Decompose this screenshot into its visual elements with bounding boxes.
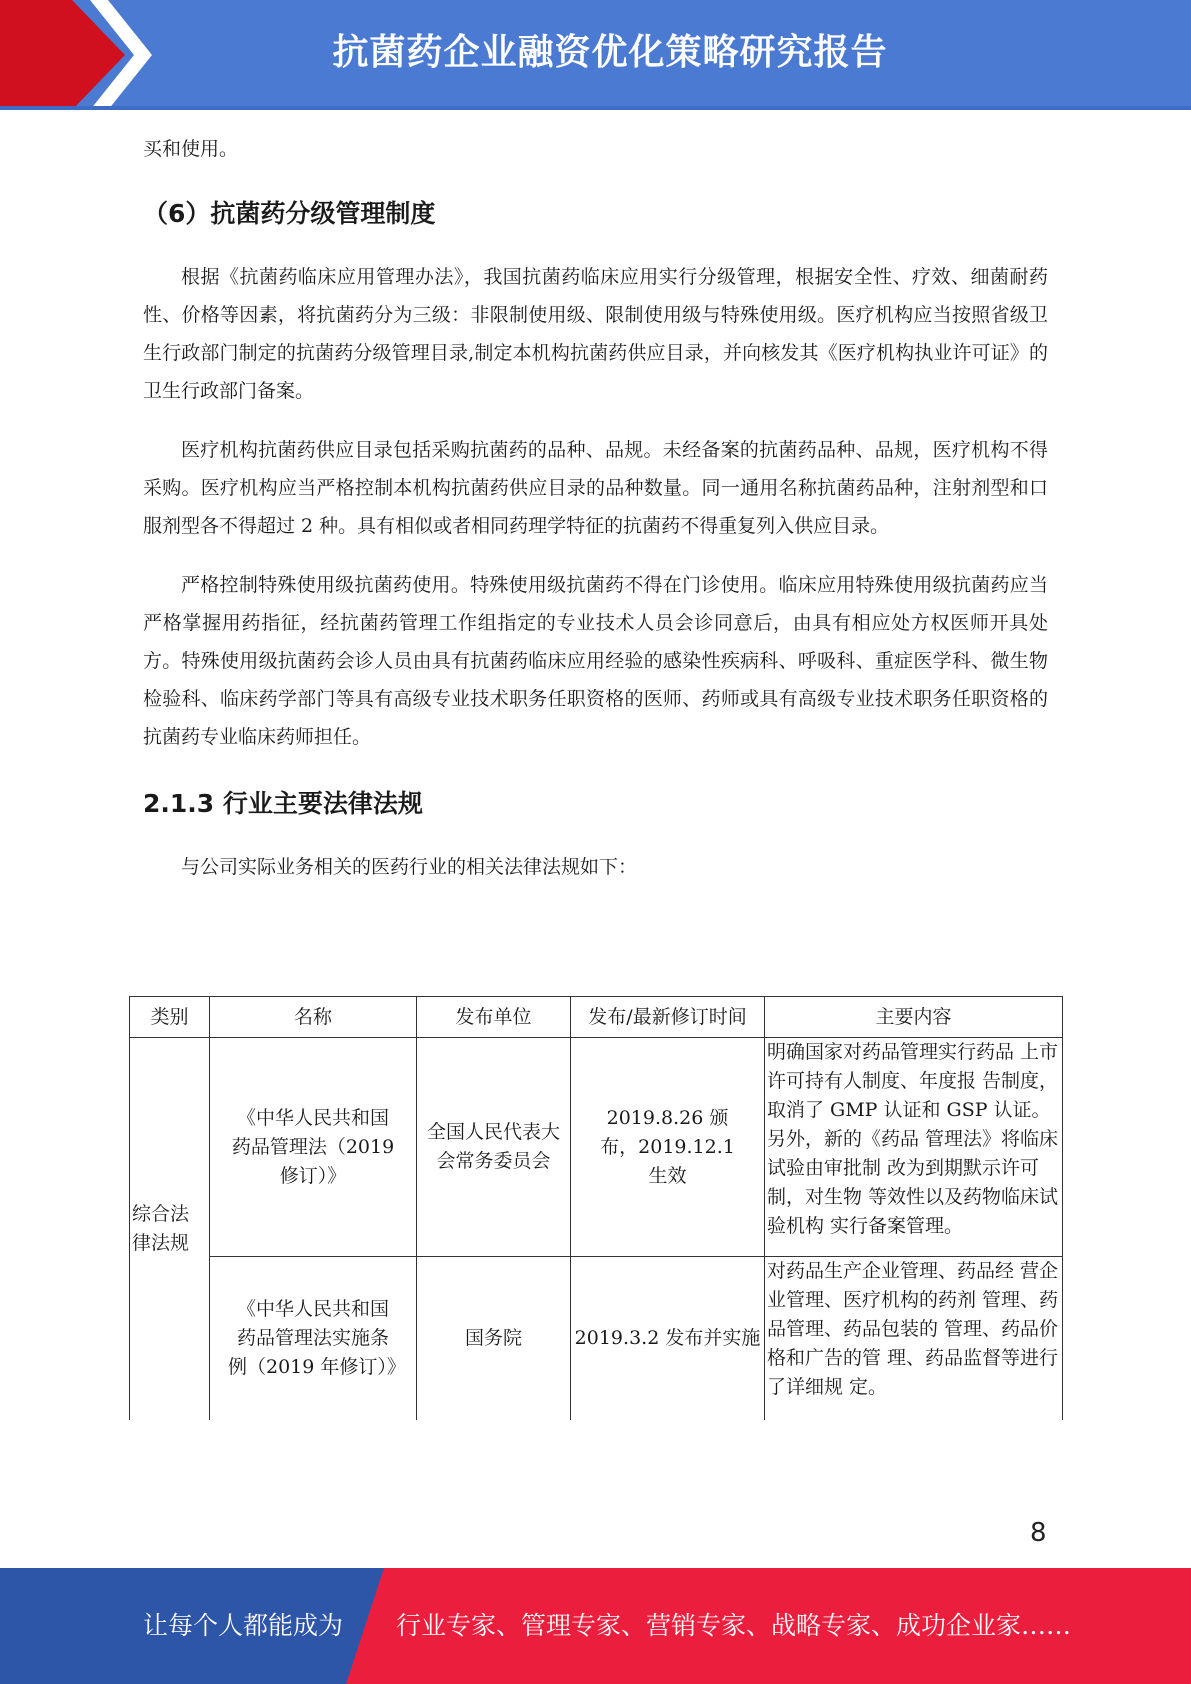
category-cell: 综合法律法规 [130,1038,210,1420]
column-header: 类别 [130,997,210,1038]
continuation-text: 买和使用。 [143,138,239,160]
page-number: 8 [1030,1518,1047,1548]
subheading: （6）抗菌药分级管理制度 [143,199,436,228]
paragraph: 医疗机构抗菌药供应目录包括采购抗菌药的品种、品规。未经备案的抗菌药品种、品规，医疗机构不得采购。医疗机构应当严格控制本机构抗菌药供应目录的品种数量。同一通用名称抗菌药品种，注射剂型和口服剂型各不得超过 2 种。具有相似或者相同药理学特征的抗菌药不得重复列入供应目录。 [143,439,1048,537]
column-header: 发布单位 [417,997,571,1038]
regulation-content: 对药品生产企业管理、药品经 营企业管理、医疗机构的药剂 管理、药品管理、药品包装的 管理、药品价格和广告的管 理、药品监督等进行了详细规 定。 [765,1257,1063,1420]
regulation-date: 2019.8.26 颁布，2019.12.1 生效 [571,1038,765,1257]
paragraph: 根据《抗菌药临床应用管理办法》，我国抗菌药临床应用实行分级管理，根据安全性、疗效、细菌耐药性、价格等因素，将抗菌药分为三级：非限制使用级、限制使用级与特殊使用级。医疗机构应当按照省级卫生行政部门制定的抗菌药分级管理目录,制定本机构抗菌药供应目录，并向核发其《医疗机构执业许可证》的卫生行政部门备案。 [143,266,1048,402]
report-title: 抗菌药企业融资优化策略研究报告 [332,32,888,73]
table-header-row [130,997,1063,1038]
footer-banner [0,1568,1191,1684]
column-header: 发布/最新修订时间 [571,997,765,1038]
regulation-name: 《中华人民共和国药品管理法（2019 修订）》 [210,1038,417,1257]
footer-slogan-left: 让每个人都能成为 [143,1611,344,1640]
footer-slogan-right: 行业专家、管理专家、营销专家、战略专家、成功企业家…… [396,1611,1072,1640]
header-banner [0,0,1191,110]
regulation-content: 明确国家对药品管理实行药品 上市许可持有人制度、年度报 告制度，取消了 GMP 认证和 GSP 认证。另外，新的《药品 管理法》将临床试验由审批制 改为到期默示许可制，对生物 等效性以及药物临床试验机构 实行备案管理。 [765,1038,1063,1257]
column-header: 主要内容 [765,997,1063,1038]
table-intro: 与公司实际业务相关的医药行业的相关法律法规如下： [181,856,638,878]
section-heading: 2.1.3 行业主要法律法规 [143,789,423,818]
regulation-name: 《中华人民共和国药品管理法实施条例（2019 年修订）》 [210,1257,417,1420]
paragraph: 严格控制特殊使用级抗菌药使用。特殊使用级抗菌药不得在门诊使用。临床应用特殊使用级抗菌药应当严格掌握用药指征，经抗菌药管理工作组指定的专业技术人员会诊同意后，由具有相应处方权医师开具处方。特殊使用级抗菌药会诊人员由具有抗菌药临床应用经验的感染性疾病科、呼吸科、重症医学科、微生物检验科、临床药学部门等具有高级专业技术职务任职资格的医师、药师或具有高级专业技术职务任职资格的抗菌药专业临床药师担任。 [143,574,1048,748]
document-body [143,130,1048,886]
column-header: 名称 [210,997,417,1038]
table-row [130,1038,1063,1257]
regulation-date: 2019.3.2 发布并实施 [571,1257,765,1420]
table-row [130,1257,1063,1420]
regulation-publisher: 全国人民代表大会常务委员会 [417,1038,571,1257]
regulations-table [129,996,1063,1420]
regulation-publisher: 国务院 [417,1257,571,1420]
